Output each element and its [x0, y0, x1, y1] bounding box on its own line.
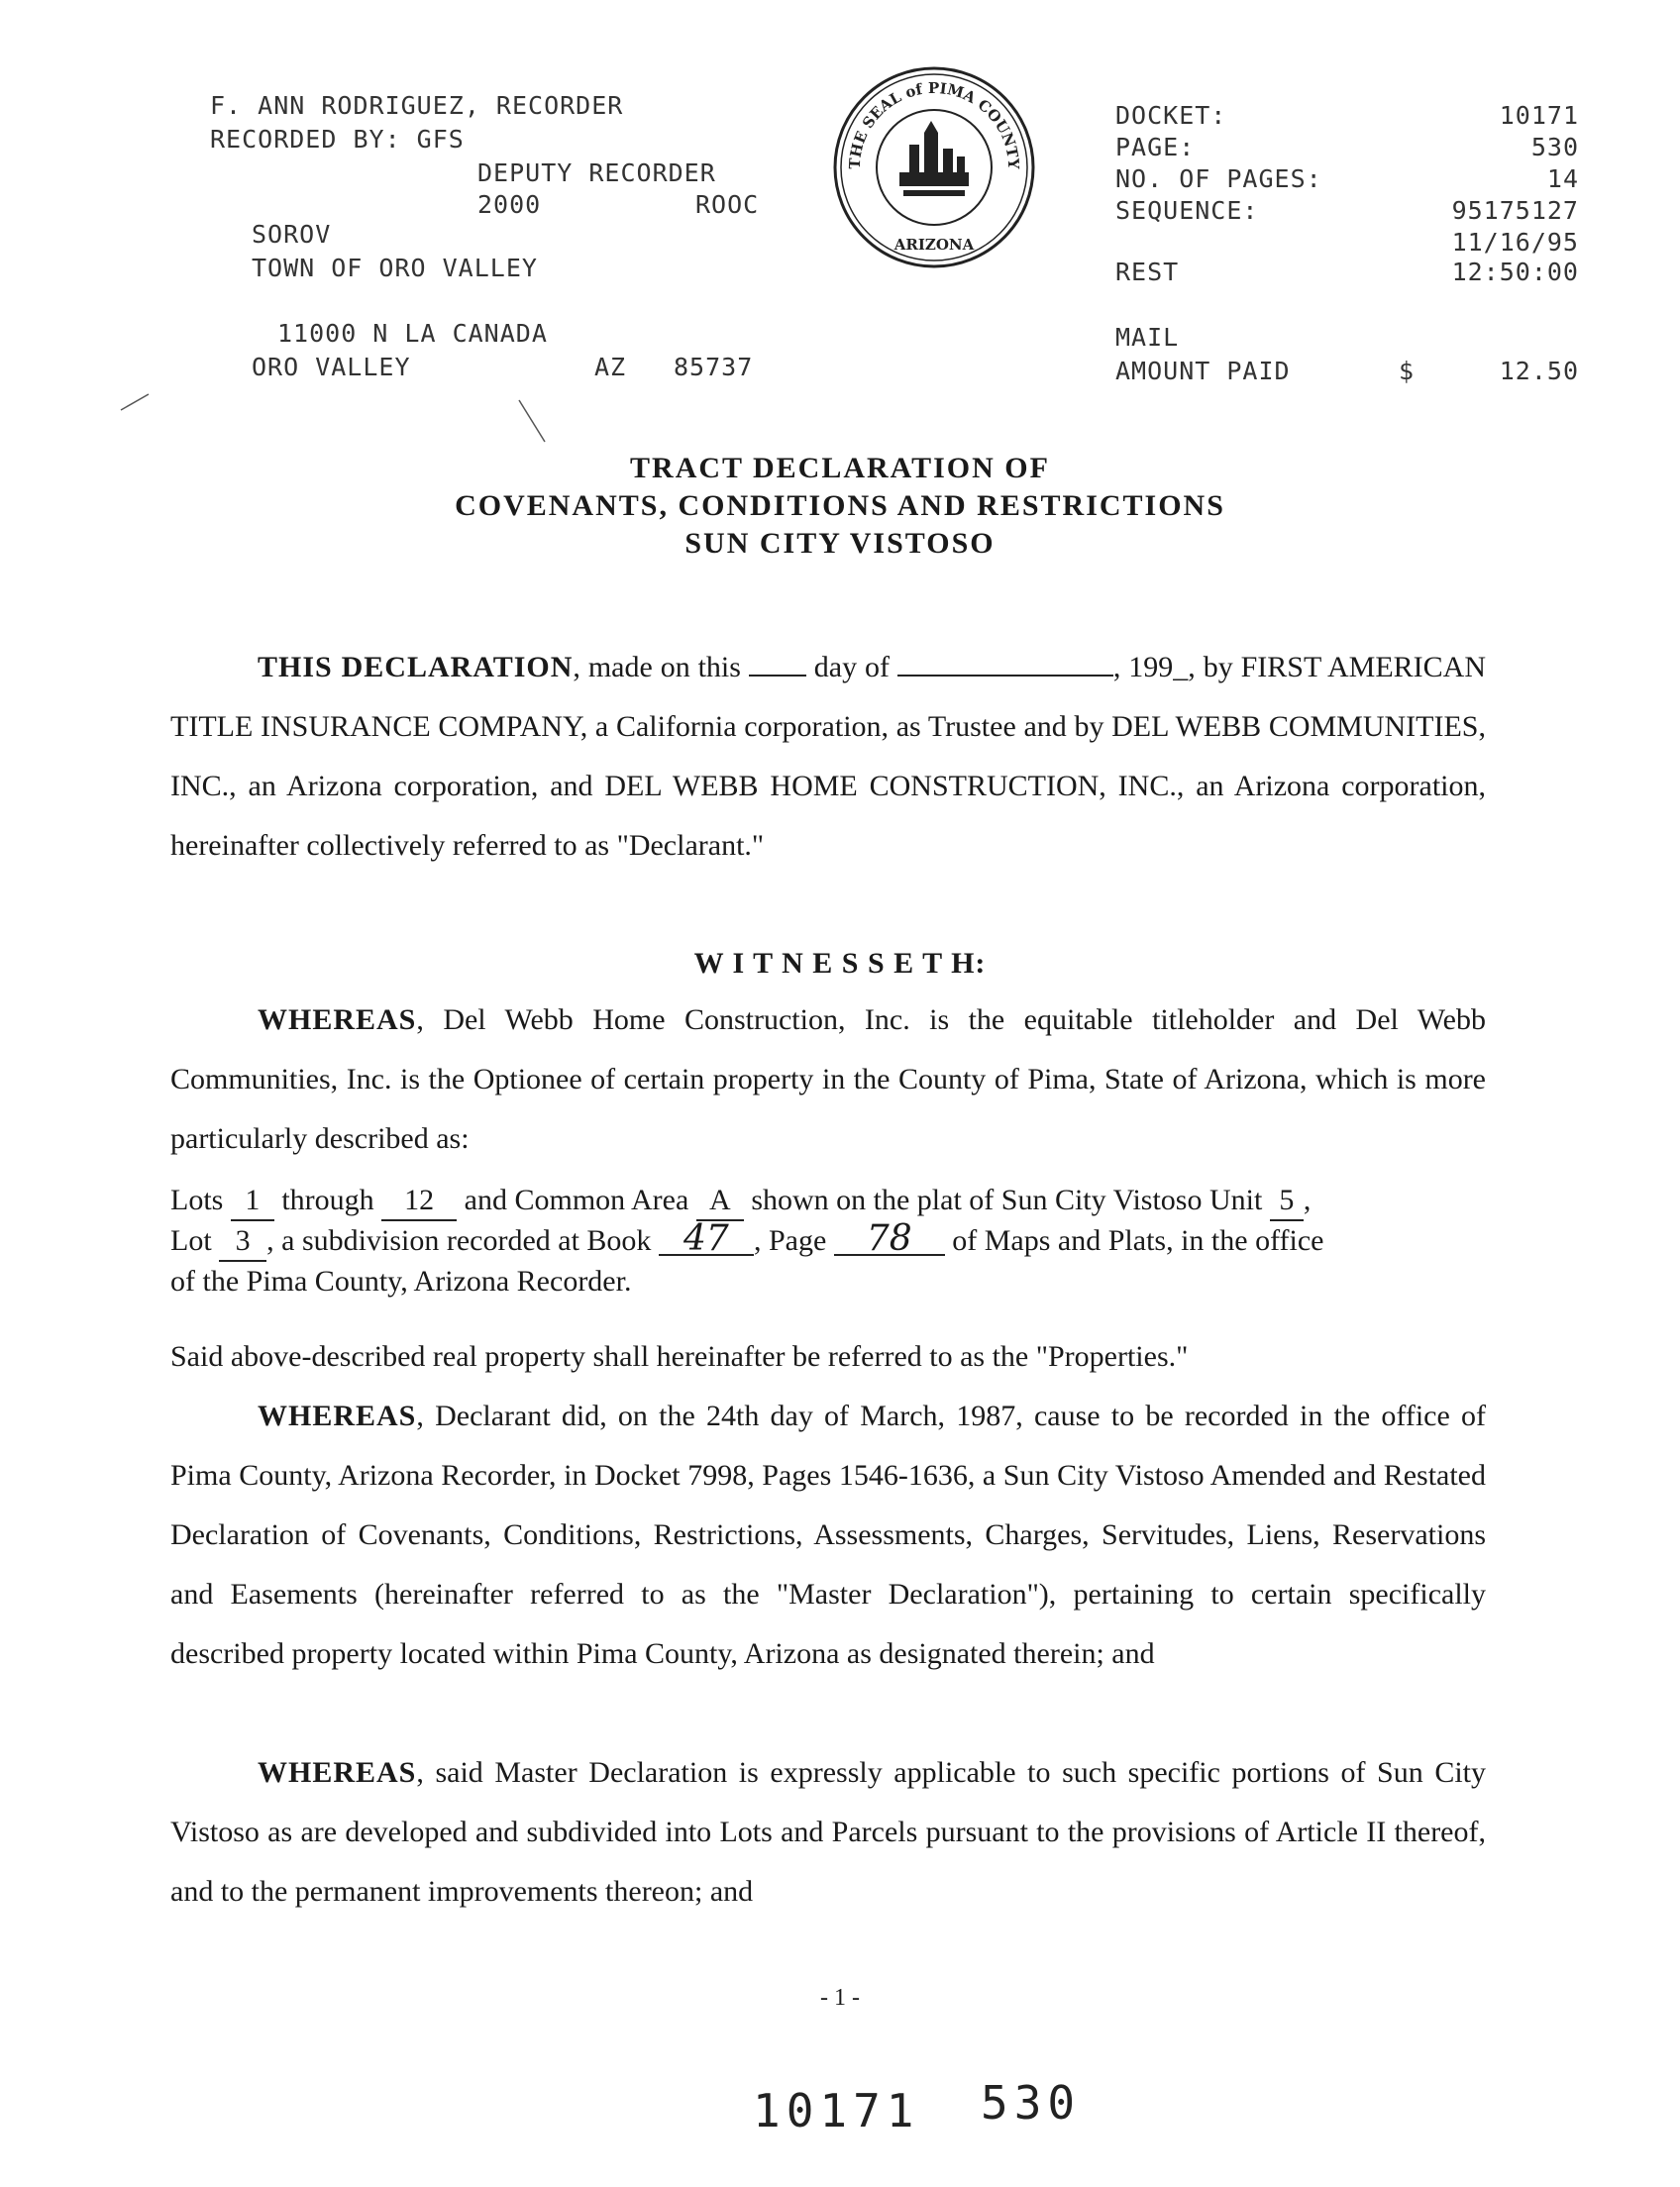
recipient-name: TOWN OF ORO VALLEY: [252, 254, 538, 282]
legal-text: shown on the plat of Sun City Vistoso Unit: [751, 1184, 1263, 1216]
legal-description: [170, 1181, 1486, 1301]
common-area: A: [696, 1181, 744, 1221]
legal-text: , Page: [753, 1224, 827, 1257]
footer-docket: 10171: [753, 2084, 920, 2137]
intro-text-1: , made on this: [573, 651, 741, 683]
sequence-label: SEQUENCE:: [1115, 196, 1259, 225]
month-blank: [897, 675, 1113, 677]
recipient-city: ORO VALLEY: [252, 353, 411, 381]
pen-mark: [119, 386, 158, 416]
amount-value: 12.50: [1499, 357, 1579, 385]
book-number: 47: [659, 1224, 754, 1256]
lot-to: 12: [381, 1181, 457, 1221]
amount-currency: $: [1399, 357, 1416, 385]
recorder-name: F. ANN RODRIGUEZ, RECORDER: [210, 91, 624, 120]
whereas-text-3: , said Master Declaration is expressly applicable to such specific portions of Sun City Vistoso as are developed and subdivided into Lots and Parcels pursuant to the provisions of Article II thereof, and to the permanent improvements thereon; and: [170, 1756, 1486, 1908]
legal-line-3: of the Pima County, Arizona Recorder.: [170, 1265, 632, 1298]
pages-value: 14: [1546, 164, 1579, 193]
county-seal: [830, 63, 1038, 271]
legal-text: Lot: [170, 1224, 212, 1257]
legal-text: ,: [1303, 1184, 1312, 1216]
title-line-2: COVENANTS, CONDITIONS AND RESTRICTIONS: [455, 489, 1225, 522]
title-line-1: TRACT DECLARATION OF: [630, 452, 1050, 484]
docket-label: DOCKET:: [1115, 101, 1227, 130]
recorder-code-left: 2000: [477, 190, 542, 219]
recipient-state: AZ: [594, 353, 627, 381]
legal-line-1: [170, 1181, 1486, 1221]
mail-label: MAIL: [1115, 323, 1180, 352]
intro-paragraph: [170, 638, 1486, 876]
footer-page: 530: [981, 2076, 1082, 2130]
recorded-time: 12:50:00: [1451, 258, 1579, 286]
deputy-recorder: DEPUTY RECORDER: [477, 158, 716, 187]
sequence-value: 95175127: [1451, 196, 1579, 225]
day-blank: [749, 675, 806, 677]
amount-label: AMOUNT PAID: [1115, 357, 1291, 385]
whereas-lead-2: WHEREAS: [258, 1400, 417, 1432]
whereas-lead-3: WHEREAS: [258, 1756, 417, 1789]
whereas-text-2: , Declarant did, on the 24th day of March, 1987, cause to be recorded in the office of Pima County, Arizona Recorder, in Docket 7998, Pages 1546-1636, a Sun City Vistoso Amended and Restated Declaration of Covenants, Conditions, Restrictions, Assessments, Charges, Servitudes, Liens, Reservations and Easements (hereinafter referred to as the "Master Declaration"), pertaining to certain specifically described property located within Pima County, Arizona as designated therein; and: [170, 1400, 1486, 1670]
docket-value: 10171: [1499, 101, 1579, 130]
legal-text: through: [281, 1184, 374, 1216]
recorder-code-right: ROOC: [695, 190, 760, 219]
whereas-paragraph-1: [170, 990, 1486, 1169]
recipient-street: 11000 N LA CANADA: [277, 319, 548, 348]
page-number-handwritten: 78: [834, 1224, 945, 1256]
intro-text-2: day of: [813, 651, 890, 683]
seal-bottom-text: ARIZONA: [893, 236, 975, 254]
recipient-code: SOROV: [252, 220, 332, 249]
title-line-3: SUN CITY VISTOSO: [684, 527, 996, 560]
legal-text: Lots: [170, 1184, 224, 1216]
lot-number: 3: [219, 1221, 266, 1262]
legal-text: and Common Area: [464, 1184, 689, 1216]
page-number: - 1 -: [820, 1985, 860, 2011]
witnesseth-heading: W I T N E S S E T H:: [693, 947, 987, 980]
whereas-paragraph-2: [170, 1387, 1486, 1684]
seal-top-text: THE SEAL of PIMA COUNTY: [845, 78, 1023, 170]
recorded-date: 11/16/95: [1451, 228, 1579, 257]
legal-text: , a subdivision recorded at Book: [266, 1224, 652, 1257]
whereas-paragraph-3: [170, 1743, 1486, 1922]
intro-text-3: , 199_, by FIRST AMERICAN TITLE INSURANCE COMPANY, a California corporation, as Trustee and by DEL WEBB COMMUNITIES, INC., an Arizona corporation, and DEL WEBB HOME CONSTRUCTION, INC., an Arizona corporation, hereinafter collectively referred to as "Declarant.": [170, 651, 1487, 862]
whereas-lead-1: WHEREAS: [258, 1003, 417, 1036]
legal-line-2: [170, 1218, 1486, 1262]
intro-lead: THIS DECLARATION: [258, 651, 574, 683]
pen-mark: [515, 396, 555, 456]
recipient-zip: 85737: [674, 353, 754, 381]
recorded-by: RECORDED BY: GFS: [210, 125, 465, 154]
seal-icon: [830, 63, 1038, 271]
pages-label: NO. OF PAGES:: [1115, 164, 1322, 193]
legal-text: of Maps and Plats, in the office: [952, 1224, 1324, 1257]
said-paragraph: Said above-described real property shall hereinafter be referred to as the "Properties.": [170, 1340, 1189, 1373]
lot-from: 1: [231, 1181, 274, 1221]
unit-number: 5: [1270, 1181, 1304, 1221]
whereas-text-1: , Del Webb Home Construction, Inc. is the equitable titleholder and Del Webb Communities, Inc. is the Optionee of certain property in the County of Pima, State of Arizona, which is more particularly described as:: [170, 1003, 1486, 1155]
page-label: PAGE:: [1115, 133, 1196, 161]
rest-label: REST: [1115, 258, 1180, 286]
page-value: 530: [1530, 133, 1579, 161]
